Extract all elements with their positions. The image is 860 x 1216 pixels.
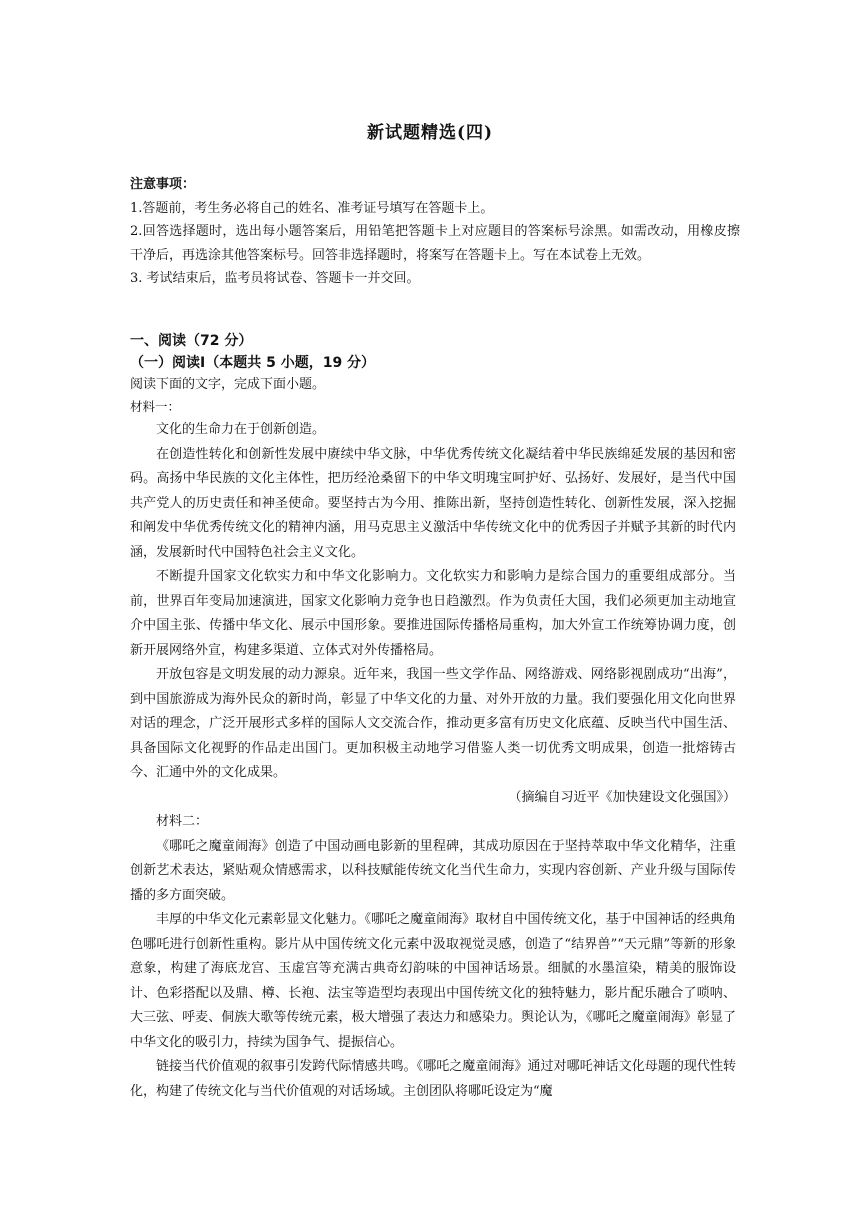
notice-item: 2.回答选择题时，选出每小题答案后，用铅笔把答题卡上对应题目的答案标号涂黑。如需改动，用橡皮擦干净后，再选涂其他答案标号。回答非选择题时，将案写在答题卡上。写在本试卷上无效。 — [130, 224, 740, 263]
section-instruction: 阅读下面的文字，完成下面小题。 — [130, 377, 326, 392]
paragraph: 丰厚的中华文化元素彰显文化魅力。《哪吒之魔童闹海》取材自中国传统文化，基于中国神话的经典角色哪吒进行创新性重构。影片从中国传统文化元素中汲取视觉灵感，创造了“结界兽”“天元鼎”等新的形象意象，构建了海底龙宫、玉虚宫等充满古典奇幻韵味的中国神话场景。细腻的水墨渲染，精美的服饰设计、色彩搭配以及鼎、樽、长袍、法宝等造型均表现出中国传统文化的独特魅力，影片配乐融合了唢呐、大三弦、呼麦、侗族大歌等传统元素，极大增强了表达力和感染力。舆论认为，《哪吒之魔童闹海》彰显了中华文化的吸引力，持续为国争气、提振信心。 — [130, 912, 736, 1050]
paragraph: 不断提升国家文化软实力和中华文化影响力。文化软实力和影响力是综合国力的重要组成部分。当前，世界百年变局加速演进，国家文化影响力竞争也日趋激烈。作为负责任大国，我们必须更加主动地宣介中国主张、传播中华文化、展示中国形象。要推进国际传播格局重构，加大外宣工作统筹协调力度，创新开展网络外宣，构建多渠道、立体式对外传播格局。 — [130, 569, 736, 658]
material1-source: （摘编自习近平《加快建设文化强国》） — [508, 789, 736, 805]
notice-item: 3. 考试结束后，监考员将试卷、答题卡一并交回。 — [130, 271, 420, 286]
material2-label: 材料二： — [156, 814, 209, 829]
section-subheading: （一）阅读Ⅰ（本题共 5 小题，19 分） — [130, 355, 376, 371]
page-title: 新试题精选(四) — [366, 123, 494, 143]
section-heading: 一、阅读（72 分） — [130, 333, 253, 349]
paragraph: 《哪吒之魔童闹海》创造了中国动画电影新的里程碑，其成功原因在于坚持萃取中华文化精华，注重创新艺术表达，紧贴观众情感需求，以科技赋能传统文化当代生命力，实现内容创新、产业升级与国际传播的多方面突破。 — [130, 838, 736, 903]
paragraph: 文化的生命力在于创新创造。 — [156, 422, 326, 437]
material1-label: 材料一： — [130, 399, 181, 414]
paragraph: 开放包容是文明发展的动力源泉。近年来，我国一些文学作品、网络游戏、网络影视剧成功“出海”，到中国旅游成为海外民众的新时尚，彰显了中华文化的力量、对外开放的力量。我们要强化用文化向世界对话的理念，广泛开展形式多样的国际人文交流合作，推动更多富有历史文化底蕴、反映当代中国生活、具备国际文化视野的作品走出国门。更加积极主动地学习借鉴人类一切优秀文明成果，创造一批熔铸古今、汇通中外的文化成果。 — [130, 667, 736, 780]
notice-block — [130, 173, 740, 291]
notice-item: 1.答题前，考生务必将自己的姓名、准考证号填写在答题卡上。 — [130, 200, 494, 216]
paragraph: 在创造性转化和创新性发展中赓续中华文脉，中华优秀传统文化凝结着中华民族绵延发展的基因和密码。高扬中华民族的文化主体性，把历经沧桑留下的中华文明瑰宝呵护好、弘扬好、发展好，是当代中国共产党人的历史责任和神圣使命。要坚持古为今用、推陈出新，坚持创造性转化、创新性发展，深入挖掘和阐发中华优秀传统文化的精神内涵，用马克思主义激活中华传统文化中的优秀因子并赋予其新的时代内涵，发展新时代中国特色社会主义文化。 — [130, 446, 736, 560]
section-header — [130, 330, 740, 418]
notice-heading: 注意事项： — [130, 177, 196, 192]
reading-passage — [130, 418, 736, 1104]
paragraph: 链接当代价值观的叙事引发跨代际情感共鸣。《哪吒之魔童闹海》通过对哪吒神话文化母题的现代性转化，构建了传统文化与当代价值观的对话场域。主创团队将哪吒设定为“魔 — [130, 1059, 736, 1099]
